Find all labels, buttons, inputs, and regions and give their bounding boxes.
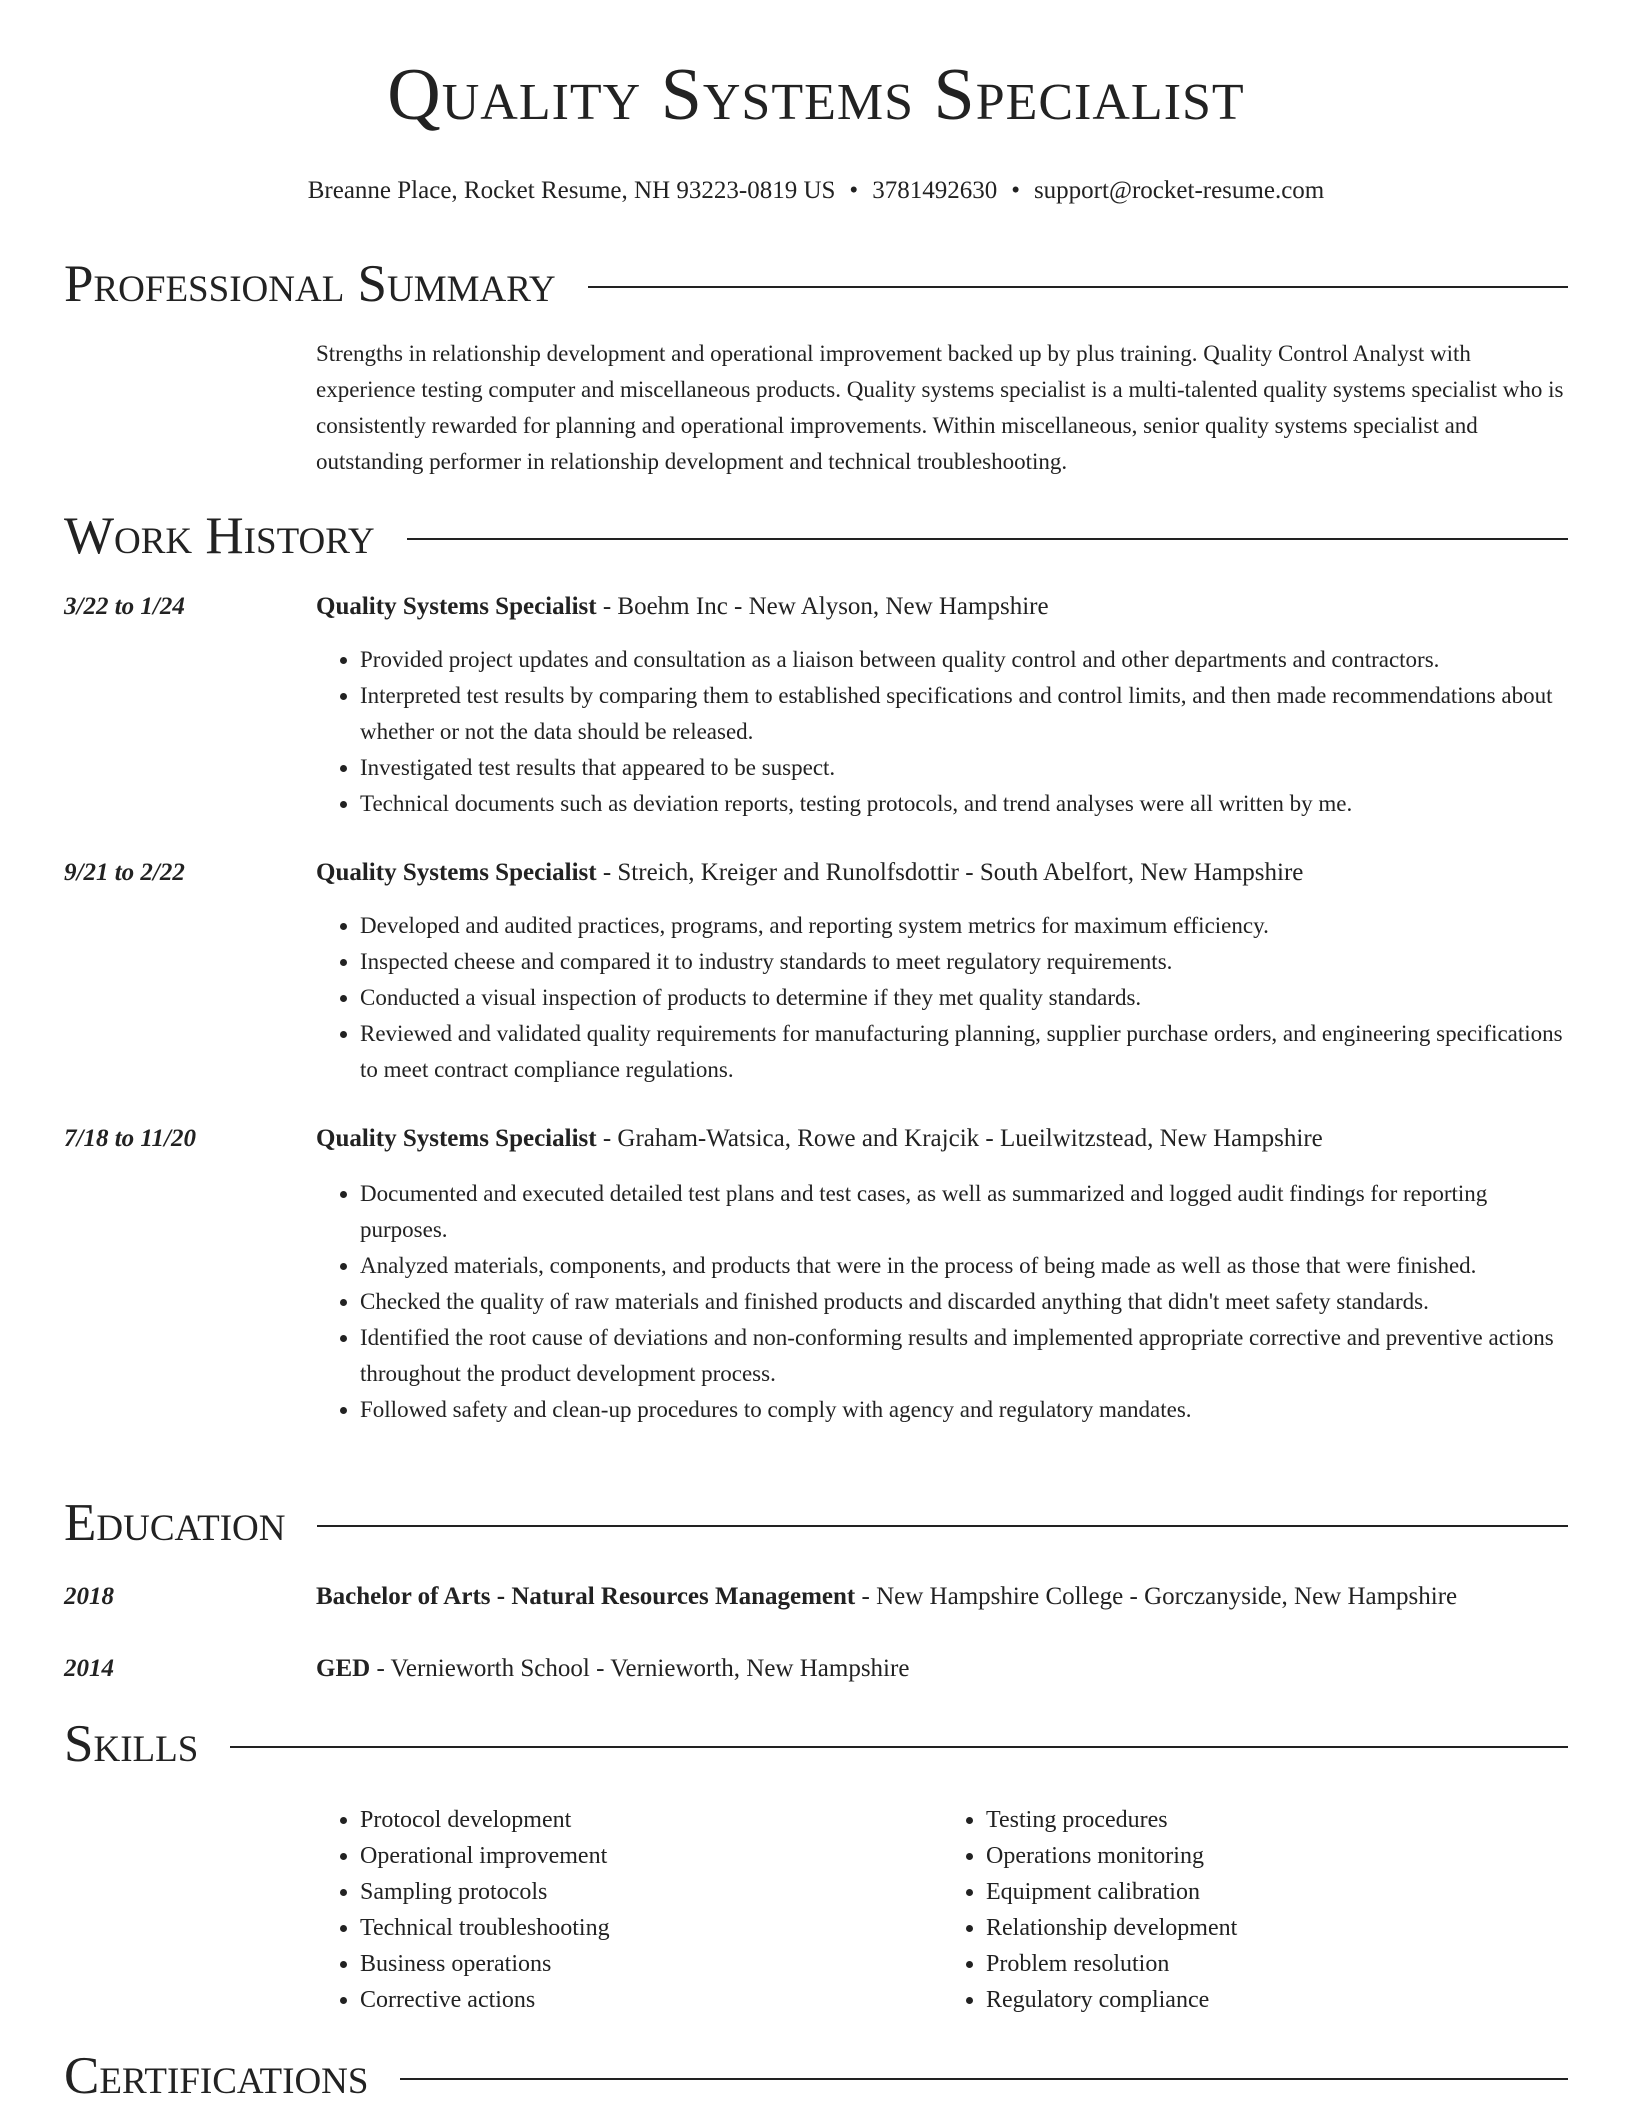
skill-item: • Equipment calibration <box>986 1874 1568 1910</box>
education-section-header <box>64 1494 1568 1552</box>
education-year: 2014 <box>64 1655 114 1682</box>
resume-name: Quality Systems Specialist <box>387 54 1245 136</box>
skills-column-right <box>942 1802 1568 2018</box>
list-item: • Conducted a visual inspection of products to determine if they met quality standards. <box>360 980 1568 1016</box>
list-item: • Inspected cheese and compared it to industry standards to meet regulatory requirements. <box>360 944 1568 980</box>
skills-column-left <box>316 1802 942 2018</box>
job-role: Quality Systems Specialist <box>316 1125 597 1152</box>
job-dates: 3/22 to 1/24 <box>64 593 185 620</box>
education-year: 2018 <box>64 1583 114 1610</box>
certifications-section-header <box>64 2047 1568 2105</box>
list-item: • Identified the root cause of deviations and non-conforming results and implemented appropriate corrective and preventive actions throughout the product development process. <box>360 1320 1568 1392</box>
list-item: • Followed safety and clean-up procedures to comply with agency and regulatory mandates. <box>360 1392 1568 1428</box>
job-details: - Streich, Kreiger and Runolfsdottir - South Abelfort, New Hampshire <box>596 859 1304 886</box>
skill-item: • Operational improvement <box>360 1838 942 1874</box>
list-item: • Provided project updates and consultation as a liaison between quality control and other departments and contractors. <box>360 642 1568 678</box>
skill-item: • Problem resolution <box>986 1946 1568 1982</box>
list-item: • Investigated test results that appeared to be suspect. <box>360 750 1568 786</box>
job-details: - Boehm Inc - New Alyson, New Hampshire <box>596 593 1049 620</box>
skills-section-header <box>64 1715 1568 1773</box>
job-dates: 7/18 to 11/20 <box>64 1125 196 1152</box>
section-divider <box>407 538 1568 540</box>
job-details: - Graham-Watsica, Rowe and Krajcik - Lueilwitzstead, New Hampshire <box>596 1125 1323 1152</box>
skill-item: • Protocol development <box>360 1802 942 1838</box>
list-item: • Interpreted test results by comparing them to established specifications and control limits, and then made recommendations about whether or not the data should be released. <box>360 678 1568 750</box>
job-bullets <box>316 908 1568 1088</box>
contact-email: support@rocket-resume.com <box>1033 177 1325 204</box>
contact-separator: • <box>1011 177 1020 204</box>
list-item: • Documented and executed detailed test plans and test cases, as well as summarized and logged audit findings for reporting purposes. <box>360 1176 1568 1248</box>
education-title: Education <box>64 1494 286 1552</box>
job-heading <box>316 858 1568 888</box>
job-role: Quality Systems Specialist <box>316 859 597 886</box>
education-details: - Vernieworth School - Vernieworth, New Hampshire <box>370 1655 910 1682</box>
section-divider <box>400 2078 1568 2080</box>
education-details: - New Hampshire College - Gorczanyside, New Hampshire <box>855 1583 1458 1610</box>
contact-address: Breanne Place, Rocket Resume, NH 93223-0819 US <box>307 177 836 204</box>
education-degree: GED <box>316 1655 371 1682</box>
skill-item: • Corrective actions <box>360 1982 942 2018</box>
skills-title: Skills <box>64 1715 199 1773</box>
section-divider <box>317 1525 1568 1527</box>
work-title: Work History <box>64 507 375 565</box>
skill-item: • Technical troubleshooting <box>360 1910 942 1946</box>
summary-text: Strengths in relationship development and operational improvement backed up by plus training. Quality Control Analyst with experience testing computer and miscellaneous products. Quality systems specialist is a multi-talented quality systems specialist who is consistently rewarded for planning and operational improvements. Within miscellaneous, senior quality systems specialist and outstanding performer in relationship development and technical troubleshooting. <box>316 341 1564 474</box>
education-heading <box>316 1654 1568 1684</box>
summary-section-header <box>64 255 1568 313</box>
list-item: • Analyzed materials, components, and products that were in the process of being made as well as those that were finished. <box>360 1248 1568 1284</box>
job-heading <box>316 592 1568 622</box>
job-dates: 9/21 to 2/22 <box>64 859 185 886</box>
summary-title: Professional Summary <box>64 255 556 313</box>
list-item: • Reviewed and validated quality requirements for manufacturing planning, supplier purchase orders, and engineering specifications to meet contract compliance regulations. <box>360 1016 1568 1088</box>
skill-item: • Sampling protocols <box>360 1874 942 1910</box>
section-divider <box>588 286 1568 288</box>
skills-grid <box>316 1802 1568 2018</box>
contact-separator: • <box>849 177 859 204</box>
work-section-header <box>64 507 1568 565</box>
skill-item: • Business operations <box>360 1946 942 1982</box>
list-item: • Checked the quality of raw materials and finished products and discarded anything that didn't meet safety standards. <box>360 1284 1568 1320</box>
list-item: • Developed and audited practices, programs, and reporting system metrics for maximum efficiency. <box>360 908 1568 944</box>
job-bullets <box>316 642 1568 822</box>
list-item: • Technical documents such as deviation reports, testing protocols, and trend analyses were all written by me. <box>360 786 1568 822</box>
job-heading <box>316 1124 1568 1154</box>
education-degree: Bachelor of Arts - Natural Resources Management <box>316 1583 856 1610</box>
certifications-title: Certifications <box>64 2047 369 2105</box>
job-role: Quality Systems Specialist <box>316 593 597 620</box>
skill-item: • Relationship development <box>986 1910 1568 1946</box>
skill-item: • Operations monitoring <box>986 1838 1568 1874</box>
contact-line <box>0 176 1632 206</box>
education-heading <box>316 1582 1568 1612</box>
section-divider <box>230 1746 1568 1748</box>
skill-item: • Testing procedures <box>986 1802 1568 1838</box>
contact-phone: 3781492630 <box>872 177 998 204</box>
job-bullets <box>316 1176 1568 1428</box>
skill-item: • Regulatory compliance <box>986 1982 1568 2018</box>
